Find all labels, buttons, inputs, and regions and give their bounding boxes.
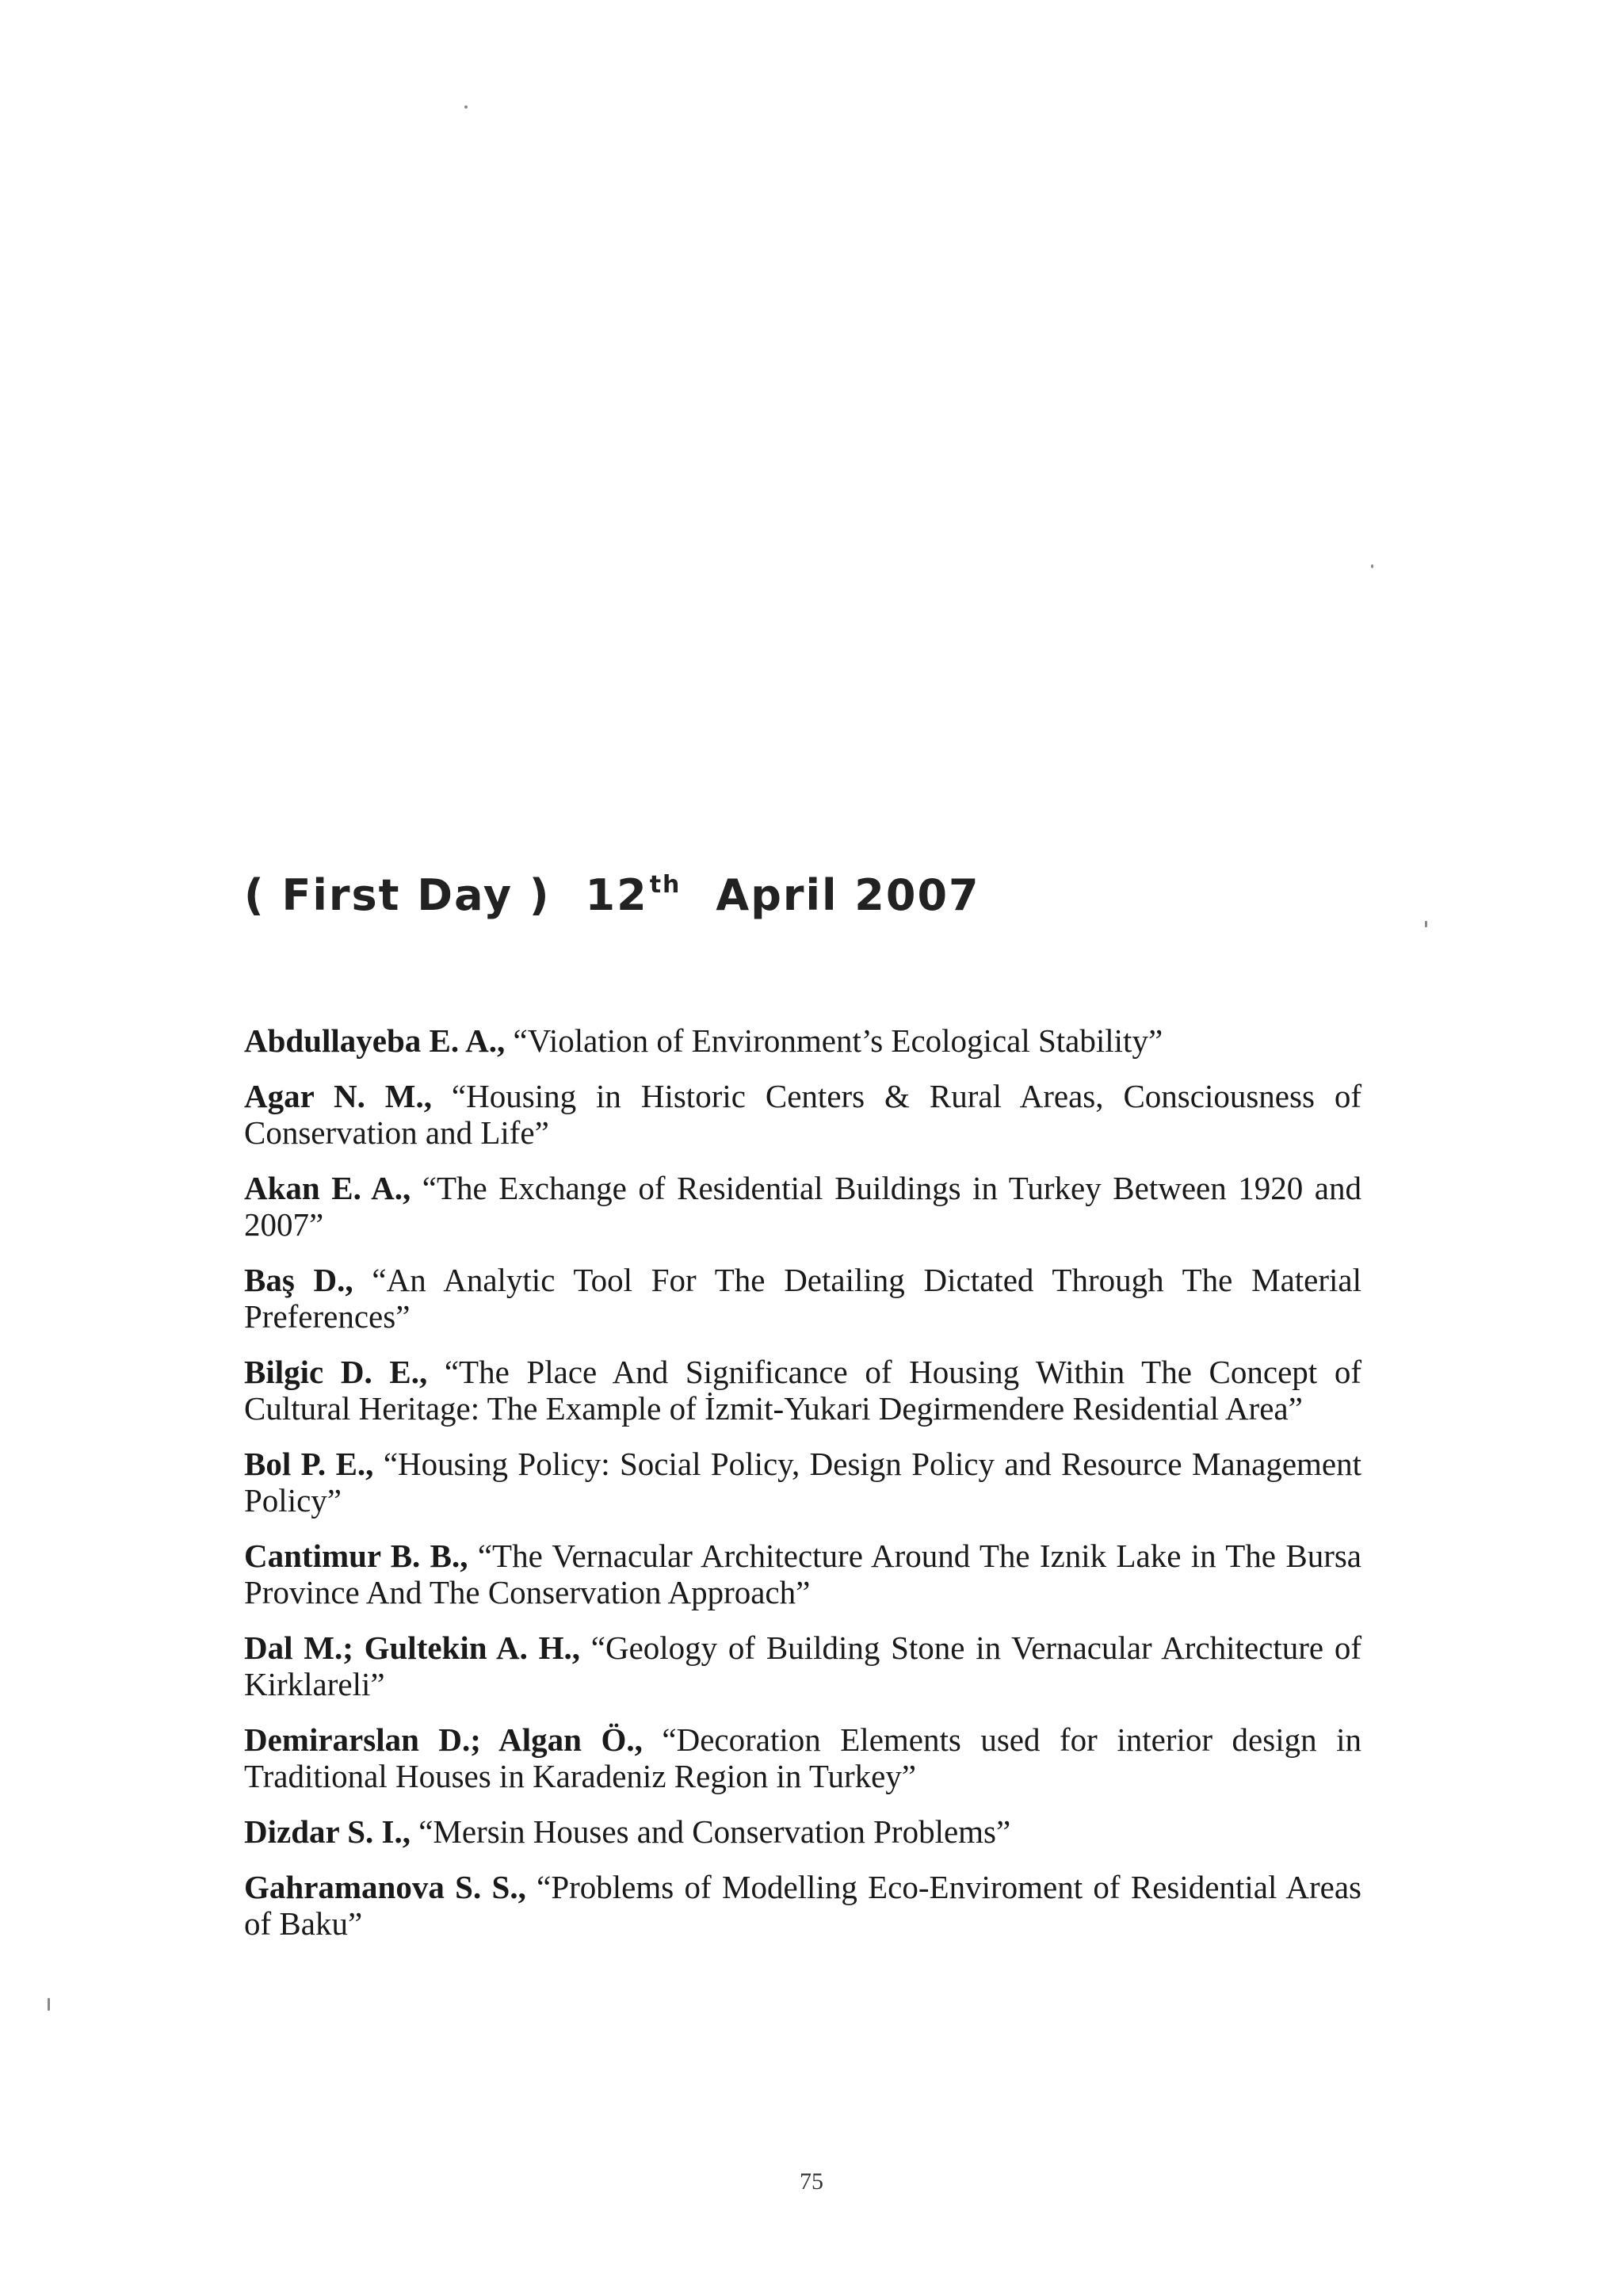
scan-speck <box>1371 564 1373 568</box>
entry-title: “Problems of Modelling Eco-Enviroment of Residential Areas of Baku” <box>244 1869 1362 1942</box>
list-item <box>244 1869 1361 1942</box>
entry-title: “Geology of Building Stone in Vernacular Architecture of Kirklareli” <box>244 1629 1361 1702</box>
month-year: April 2007 <box>716 870 980 920</box>
entry-author: Akan E. A., <box>244 1170 411 1206</box>
entry-author: Bilgic D. E., <box>244 1354 428 1390</box>
entry-author: Gahramanova S. S., <box>244 1869 526 1905</box>
entry-author: Agar N. M., <box>244 1078 432 1114</box>
day-label: ( First Day ) <box>244 870 551 920</box>
scan-speck <box>1425 921 1427 927</box>
entry-author: Abdullayeba E. A., <box>244 1022 506 1059</box>
list-item <box>244 1629 1361 1702</box>
list-item <box>244 1721 1361 1794</box>
page-number: 75 <box>800 2168 823 2195</box>
day-number: 12 <box>585 870 648 920</box>
entry-title: “The Place And Significance of Housing Within The Concept of Cultural Heritage: The Example of İzmit-Yukari Degirmendere Residential Area” <box>244 1354 1361 1427</box>
entry-author: Cantimur B. B., <box>244 1538 468 1574</box>
list-item <box>244 1354 1361 1427</box>
entry-author: Dal M.; Gultekin A. H., <box>244 1629 581 1666</box>
ordinal-suffix: th <box>649 871 682 899</box>
entry-author: Demirarslan D.; Algan Ö., <box>244 1721 643 1758</box>
entry-title: “Housing in Historic Centers & Rural Areas, Consciousness of Conservation and Life” <box>244 1078 1361 1151</box>
entry-title: “Violation of Environment’s Ecological Stability” <box>505 1022 1163 1059</box>
list-item <box>244 1813 1361 1850</box>
list-item <box>244 1170 1361 1243</box>
entry-title: “The Exchange of Residential Buildings in Turkey Between 1920 and 2007” <box>244 1170 1361 1243</box>
entry-title: “Housing Policy: Social Policy, Design Policy and Resource Management Policy” <box>244 1446 1361 1519</box>
paper-list <box>244 1022 1361 1961</box>
list-item <box>244 1538 1361 1610</box>
entry-author: Baş D., <box>244 1262 353 1298</box>
entry-author: Bol P. E., <box>244 1446 374 1482</box>
list-item <box>244 1022 1361 1059</box>
entry-title: “Decoration Elements used for interior design in Traditional Houses in Karadeniz Region in Turkey” <box>244 1721 1361 1794</box>
list-item <box>244 1078 1361 1151</box>
scan-speck <box>464 105 468 109</box>
list-item <box>244 1446 1361 1519</box>
entry-title: “Mersin Houses and Conservation Problems” <box>410 1813 1011 1850</box>
list-item <box>244 1262 1361 1335</box>
scan-speck <box>48 1998 50 2011</box>
day-heading <box>244 870 980 920</box>
entry-title: “An Analytic Tool For The Detailing Dictated Through The Material Preferences” <box>244 1262 1361 1335</box>
entry-title: “The Vernacular Architecture Around The Iznik Lake in The Bursa Province And The Conservation Approach” <box>244 1538 1361 1610</box>
entry-author: Dizdar S. I., <box>244 1813 411 1850</box>
